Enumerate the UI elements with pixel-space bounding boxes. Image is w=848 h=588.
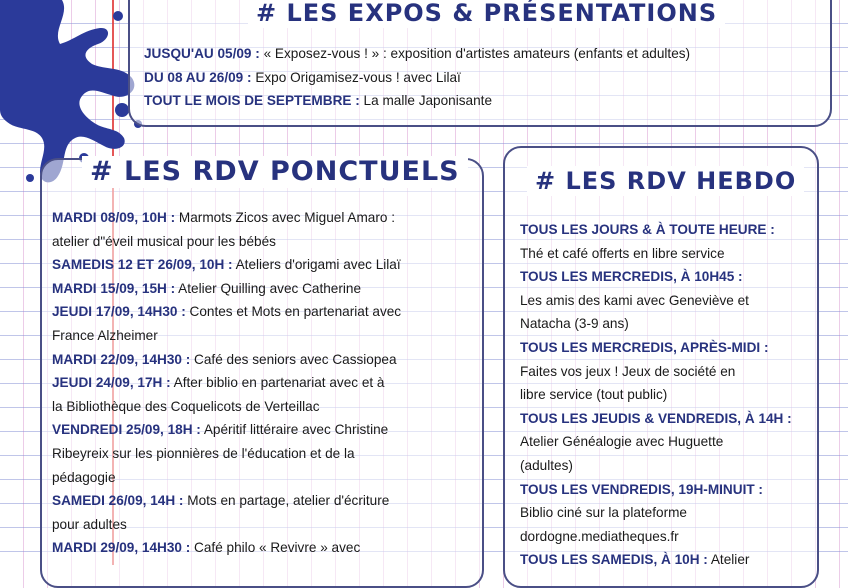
expo-item: DU 08 AU 26/09 : Expo Origamisez-vous ! avec Lilaï [144,69,461,85]
rdv-item: MARDI 15/09, 15H : Atelier Quilling avec Catherine [52,280,362,296]
hebdo-box [503,146,819,588]
ponctuels-title: # LES RDV PONCTUELS [82,156,468,188]
hebdo-title: # LES RDV HEBDO [527,166,804,196]
rdv-item: VENDREDI 25/09, 18H : Apéritif littéraire avec Christine Ribeyreix sur les pionnières de l'éducation et de la pédagogie [52,422,389,485]
rdv-item: JEUDI 17/09, 14H30 : Contes et Mots en partenariat avec France Alzheimer [52,304,402,343]
hebdo-item: TOUS LES SAMEDIS, À 10H : Atelier [520,552,750,568]
hebdo-item: TOUS LES MERCREDIS, À 10H45 : Les amis des kami avec Geneviève et Natacha (3-9 ans) [520,269,749,332]
rdv-item: JEUDI 24/09, 17H : After biblio en partenariat avec et à la Bibliothèque des Coquelicots de Verteillac [52,375,385,414]
expos-box [128,0,832,127]
hebdo-item: TOUS LES JEUDIS & VENDREDIS, À 14H : Atelier Généalogie avec Huguette (adultes) [520,410,792,473]
expo-item: JUSQU'AU 05/09 : « Exposez-vous ! » : exposition d'artistes amateurs (enfants et adultes) [144,46,691,61]
hebdo-item: TOUS LES JOURS & À TOUTE HEURE : Thé et café offerts en libre service [520,222,775,261]
rdv-item: MARDI 08/09, 10H : Marmots Zicos avec Miguel Amaro : atelier d"éveil musical pour les bébés [52,210,395,249]
rdv-item: MARDI 22/09, 14H30 : Café des seniors avec Cassiopea [52,351,397,367]
hebdo-item: TOUS LES VENDREDIS, 19H-MINUIT : Biblio ciné sur la plateforme dordogne.mediatheques.fr [520,481,763,544]
rdv-item: SAMEDIS 12 ET 26/09, 10H : Ateliers d'origami avec Lilaï [52,257,401,273]
rdv-item: SAMEDI 26/09, 14H : Mots en partage, atelier d'écriture pour adultes [52,493,390,532]
ponctuels-box [40,158,484,588]
expo-item: TOUT LE MOIS DE SEPTEMBRE : La malle Japonisante [144,93,493,109]
expos-title: # LES EXPOS & PRÉSENTATIONS [248,0,725,28]
rdv-item: MARDI 29/09, 14H30 : Café philo « Revivre » avec [52,540,361,556]
hebdo-item: TOUS LES MERCREDIS, APRÈS-MIDI : Faites vos jeux ! Jeux de société en libre service (tout public) [520,339,769,403]
